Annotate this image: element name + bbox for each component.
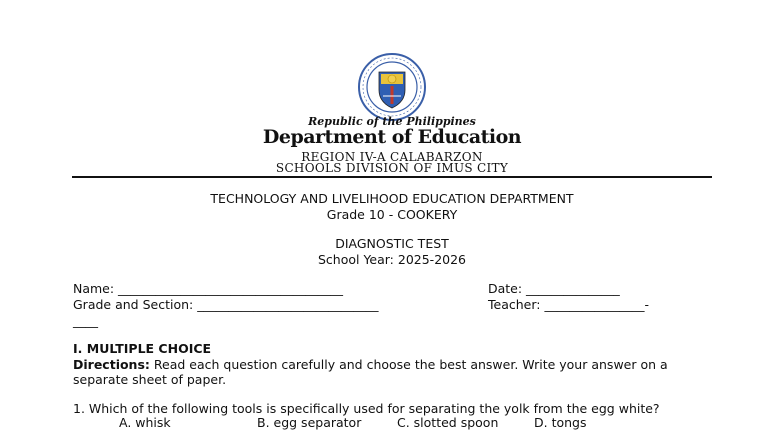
directions-text: Read each question carefully and choose the best answer. Write your answer on a <box>149 357 668 372</box>
republic-line: Republic of the Philippines <box>308 115 476 128</box>
question-1-option-d: D. tongs <box>534 415 587 430</box>
teacher-field: Teacher: ________________- <box>488 297 649 312</box>
school-year: School Year: 2025-2026 <box>317 252 467 267</box>
department-name: Department of Education <box>262 126 522 148</box>
grade-title: Grade 10 - COOKERY <box>326 207 458 222</box>
question-1-option-c: C. slotted spoon <box>397 415 499 430</box>
name-field: Name: ____________________________________ <box>73 281 344 296</box>
test-title: DIAGNOSTIC TEST <box>335 236 449 251</box>
continuation-line: ____ <box>73 313 98 328</box>
question-1-option-a: A. whisk <box>119 415 171 430</box>
department-title: TECHNOLOGY AND LIVELIHOOD EDUCATION DEPARTMENT <box>210 191 574 206</box>
division-line: SCHOOLS DIVISION OF IMUS CITY <box>275 161 509 175</box>
directions-line-2: separate sheet of paper. <box>73 372 227 387</box>
region-line: REGION IV-A CALABARZON <box>301 150 483 164</box>
question-1-option-b: B. egg separator <box>257 415 362 430</box>
deped-seal-logo <box>357 52 427 122</box>
directions-label: Directions: <box>73 357 150 372</box>
date-field: Date: _______________ <box>488 281 620 296</box>
directions-line-1 <box>73 357 668 372</box>
header-divider <box>72 176 712 178</box>
question-1: 1. Which of the following tools is specifically used for separating the yolk from the egg white? <box>73 401 660 416</box>
section-heading: I. MULTIPLE CHOICE <box>73 341 212 356</box>
grade-section-field: Grade and Section: _____________________________ <box>73 297 379 312</box>
